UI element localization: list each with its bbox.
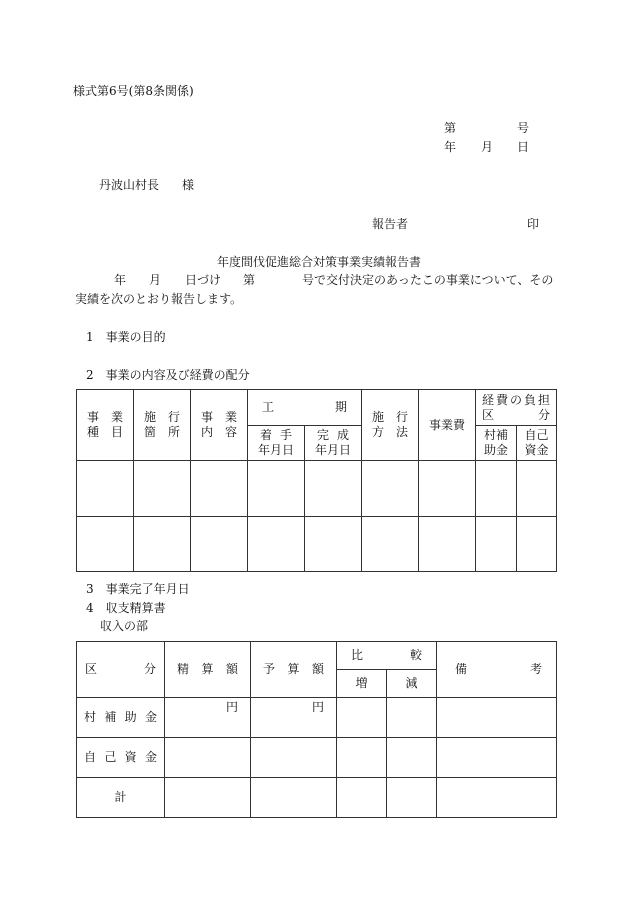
- settled-yen-unit: 円: [165, 698, 251, 738]
- budget-yen-unit: 円: [251, 698, 337, 738]
- form-number-label: 様式第6号(第8条関係): [73, 84, 194, 98]
- header-own-funds: 自己 資金: [517, 426, 557, 461]
- document-number-suffix: 号: [517, 121, 530, 135]
- header-method: 施 行 方 法: [362, 390, 419, 461]
- reporter-label: 報告者: [372, 217, 409, 231]
- document-title: 年度間伐促進総合対策事業実績報告書: [217, 255, 422, 269]
- header-village-subsidy: 村補 助金: [476, 426, 517, 461]
- table-row: [77, 738, 557, 778]
- header-completion-date: 完 成 年月日: [305, 426, 362, 461]
- date-year-label: 年: [444, 140, 457, 154]
- income-section-label: 収入の部: [100, 619, 149, 633]
- table-row: [77, 778, 557, 818]
- header-project-cost: 事業費: [419, 390, 476, 461]
- table-row: [77, 698, 557, 738]
- header-decrease: 減: [387, 670, 437, 698]
- section-settlement: 4 収支精算書: [86, 601, 166, 615]
- header-comparison: 比 較: [337, 642, 437, 670]
- header-cost-burden: 経 費 の 負 担 区 分: [476, 390, 557, 426]
- header-project-content: 事 業 内 容: [191, 390, 248, 461]
- header-project-type: 事 業 種 目: [77, 390, 134, 461]
- row-label-total: 計: [77, 778, 165, 818]
- addressee: 丹波山村長: [99, 178, 160, 192]
- body-text-line2: 実績を次のとおり報告します。: [75, 292, 243, 306]
- body-dated: 日づけ: [185, 273, 222, 287]
- header-remarks: 備 考: [437, 642, 557, 698]
- addressee-honorific: 様: [182, 178, 195, 192]
- table-row: [77, 461, 557, 517]
- section-content-cost: 2 事業の内容及び経費の配分: [86, 368, 250, 382]
- table-row: [77, 517, 557, 572]
- header-construction-period: 工 期: [248, 390, 362, 426]
- body-text-line1: 号で交付決定のあったこの事業について、その: [302, 273, 554, 287]
- section-completion-date: 3 事業完了年月日: [86, 582, 190, 596]
- body-year: 年: [114, 273, 127, 287]
- date-month-label: 月: [481, 140, 494, 154]
- row-label-own-funds: 自 己 資 金: [77, 738, 165, 778]
- header-start-date: 着 手 年月日: [248, 426, 305, 461]
- income-table: [76, 641, 557, 818]
- body-month: 月: [149, 273, 162, 287]
- body-dai: 第: [243, 273, 256, 287]
- seal-label: 印: [527, 217, 540, 231]
- document-number-prefix: 第: [444, 121, 457, 135]
- header-settled-amount: 精 算 額: [165, 642, 251, 698]
- date-day-label: 日: [517, 140, 530, 154]
- project-content-table: [76, 389, 557, 572]
- header-increase: 増: [337, 670, 387, 698]
- section-purpose: 1 事業の目的: [86, 330, 166, 344]
- header-budget-amount: 予 算 額: [251, 642, 337, 698]
- header-category: 区 分: [77, 642, 165, 698]
- header-site: 施 行 箇 所: [134, 390, 191, 461]
- row-label-village-subsidy: 村 補 助 金: [77, 698, 165, 738]
